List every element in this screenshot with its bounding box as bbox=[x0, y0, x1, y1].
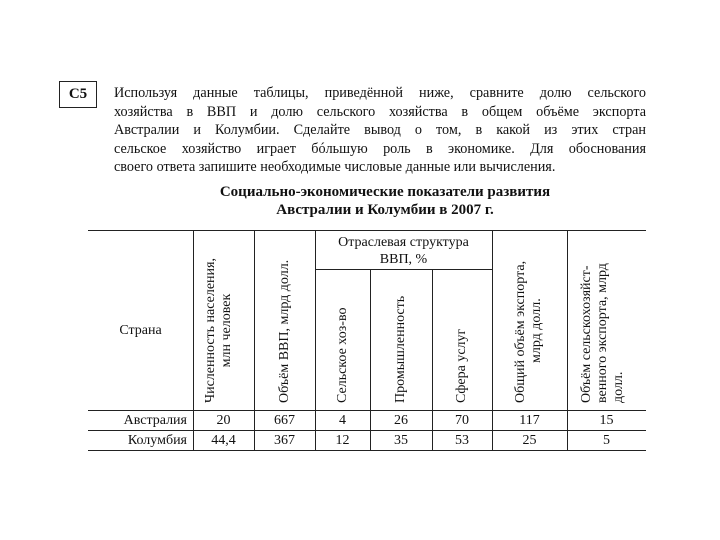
header-gdp: Объём ВВП, млрд долл. bbox=[277, 259, 292, 403]
header-total-export-line-1: Общий объём экспорта, bbox=[513, 260, 528, 403]
cell-population: 20 bbox=[216, 413, 231, 428]
task-label: С5 bbox=[68, 86, 88, 102]
cell-services: 70 bbox=[455, 413, 469, 428]
cell-country: Австралия bbox=[123, 413, 187, 428]
cell-gdp: 367 bbox=[274, 433, 295, 448]
cell-services: 53 bbox=[455, 433, 469, 448]
cell-export: 117 bbox=[519, 413, 540, 428]
cell-agri-export: 15 bbox=[599, 413, 614, 428]
header-country: Страна bbox=[119, 323, 162, 338]
task-line-2: хозяйства в ВВП и долю сельского хозяйства в общем объёме экспорта bbox=[114, 103, 646, 120]
header-agri-export-line-2: венного экспорта, млрд bbox=[595, 263, 610, 403]
header-agri-export-line-3: долл. bbox=[611, 371, 626, 403]
table-top-border bbox=[88, 230, 646, 231]
header-population-line-1: Численность населения, bbox=[203, 258, 218, 403]
cell-gdp: 667 bbox=[274, 413, 295, 428]
header-industry: Промышленность bbox=[393, 295, 408, 403]
header-total-export-line-2: млрд долл. bbox=[529, 298, 544, 363]
structure-header-divider bbox=[315, 269, 492, 270]
cell-export: 25 bbox=[522, 433, 537, 448]
row-divider bbox=[88, 430, 646, 431]
table-title-line-1: Социально-экономические показатели развития bbox=[219, 184, 551, 200]
header-agri-export bbox=[579, 263, 627, 403]
header-gdp-structure bbox=[315, 234, 492, 268]
cell-industry: 26 bbox=[394, 413, 408, 428]
header-population-line-2: млн человек bbox=[219, 293, 234, 368]
header-gdp-structure-line-1: Отраслевая структура bbox=[338, 235, 469, 250]
header-agriculture: Сельское хоз-во bbox=[335, 307, 350, 403]
task-line-5: своего ответа запишите необходимые числовые данные или вычисления. bbox=[114, 159, 556, 176]
header-gdp-structure-line-2: ВВП, % bbox=[379, 252, 428, 267]
cell-population: 44,4 bbox=[211, 433, 236, 448]
table-title-line-2: Австралии и Колумбии в 2007 г. bbox=[276, 202, 494, 218]
task-line-3: Австралии и Колумбии. Сделайте вывод о том, в какой из этих стран bbox=[114, 122, 646, 139]
header-agri-export-line-1: Объём сельскохозяйст- bbox=[579, 265, 594, 403]
header-total-export bbox=[513, 261, 545, 403]
header-bottom-border bbox=[88, 410, 646, 411]
header-services: Сфера услуг bbox=[454, 328, 469, 403]
header-population bbox=[203, 258, 235, 403]
cell-agriculture: 4 bbox=[339, 413, 346, 428]
cell-agri-export: 5 bbox=[603, 433, 610, 448]
cell-country: Колумбия bbox=[127, 433, 187, 448]
task-line-4: сельское хозяйство играет бóльшую роль в экономике. Для обоснования bbox=[114, 140, 646, 157]
table-bottom-border bbox=[88, 450, 646, 451]
task-line-1: Используя данные таблицы, приведённой ниже, сравните долю сельского bbox=[114, 85, 646, 101]
cell-industry: 35 bbox=[394, 433, 408, 448]
cell-agriculture: 12 bbox=[335, 433, 350, 448]
